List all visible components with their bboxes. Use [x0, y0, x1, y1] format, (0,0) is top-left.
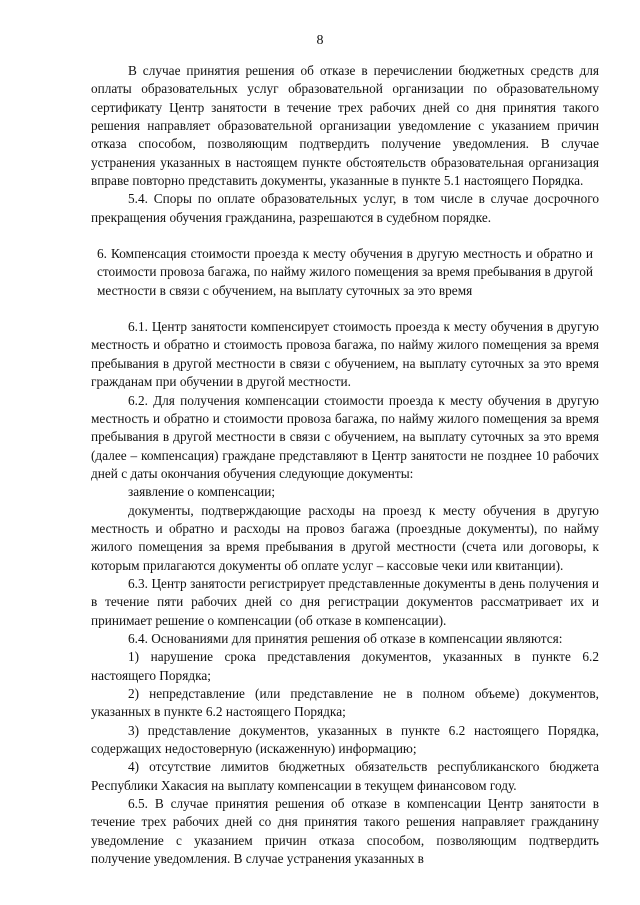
- paragraph-5-4: 5.4. Споры по оплате образовательных услуг, в том числе в случае досрочного прекращения обучения гражданина, разрешаются в судебном порядке.: [91, 191, 599, 225]
- list-item-3: 3) представление документов, указанных в пункте 6.2 настоящего Порядка, содержащих недостоверную (искаженную) информацию;: [91, 722, 599, 757]
- paragraph-6-4: 6.4. Основаниями для принятия решения об отказе в компенсации являются:: [128, 630, 563, 646]
- spacer: [91, 227, 599, 245]
- list-item-2: 2) непредставление (или представление не в полном объеме) документов, указанных в пункте 6.2 настоящего Порядка;: [91, 686, 599, 720]
- list-item-documents: документы, подтверждающие расходы на проезд к месту обучения в другую местность и обратно и расходы на провоз багажа (проездные документы), по найму жилого помещения за время пребывания в другой местности (счета или договоры, к которым прилагаются документы об оплате услуг – кассовые чеки или квитанции).: [91, 502, 599, 573]
- paragraph-6-3: 6.3. Центр занятости регистрирует представленные документы в день получения и в течение пяти рабочих дней со дня регистрации документов рассматривает их и принимает решение о компенсации (об отказе в компенсации).: [91, 575, 599, 628]
- paragraph-refusal-notice: В случае принятия решения об отказе в перечислении бюджетных средств для оплаты образовательных услуг образовательной организации по образовательному сертификату Центр занятости в течение трех рабочих дней со дня принятия такого решения направляет образовательной организации уведомление с указанием причин отказа способом, позволяющим подтвердить получение уведомления. В случае устранения указанных в настоящем пункте обстоятельств образовательная организация вправе повторно представить документы, указанные в пункте 5.1 настоящего Порядка.: [91, 63, 599, 189]
- paragraph-6-2: 6.2. Для получения компенсации стоимости проезда к месту обучения в другую местность и обратно и стоимости провоза багажа, по найму жилого помещения за время пребывания в другой местности в связи с обучением, на выплату суточных за это время (далее – компенсация) граждане представляют в Центр занятости не позднее 10 рабочих дней с даты окончания обучения следующие документы:: [91, 392, 599, 481]
- page-number: 8: [316, 33, 324, 48]
- paragraph-6-1: 6.1. Центр занятости компенсирует стоимость проезда к месту обучения в другую местность и обратно и стоимость провоза багажа, по найму жилого помещения за время пребывания в другой местности в связи с обучением, на выплату суточных за это время гражданам при обучении в другой местности.: [91, 319, 599, 390]
- list-item-1: 1) нарушение срока представления документов, указанных в пункте 6.2 настоящего Порядка;: [91, 649, 599, 683]
- paragraph-6-5: 6.5. В случае принятия решения об отказе в компенсации Центр занятости в течение трех рабочих дней со дня принятия такого решения направляет гражданину уведомление с указанием причин отказа способом, позволяющим подтвердить получение уведомления. В случае устранения указанных в: [91, 796, 599, 867]
- list-item-4: 4) отсутствие лимитов бюджетных обязательств республиканского бюджета Республики Хакасия на выплату компенсации в текущем финансовом году.: [91, 759, 599, 793]
- section-6-heading: 6. Компенсация стоимости проезда к месту обучения в другую местность и обратно и стоимости провоза багажа, по найму жилого помещения за время пребывания в другой местности в связи с обучением, на выплату суточных за это время: [97, 246, 593, 298]
- document-body: [91, 62, 599, 868]
- spacer: [91, 300, 599, 318]
- list-item-application: заявление о компенсации;: [128, 484, 276, 500]
